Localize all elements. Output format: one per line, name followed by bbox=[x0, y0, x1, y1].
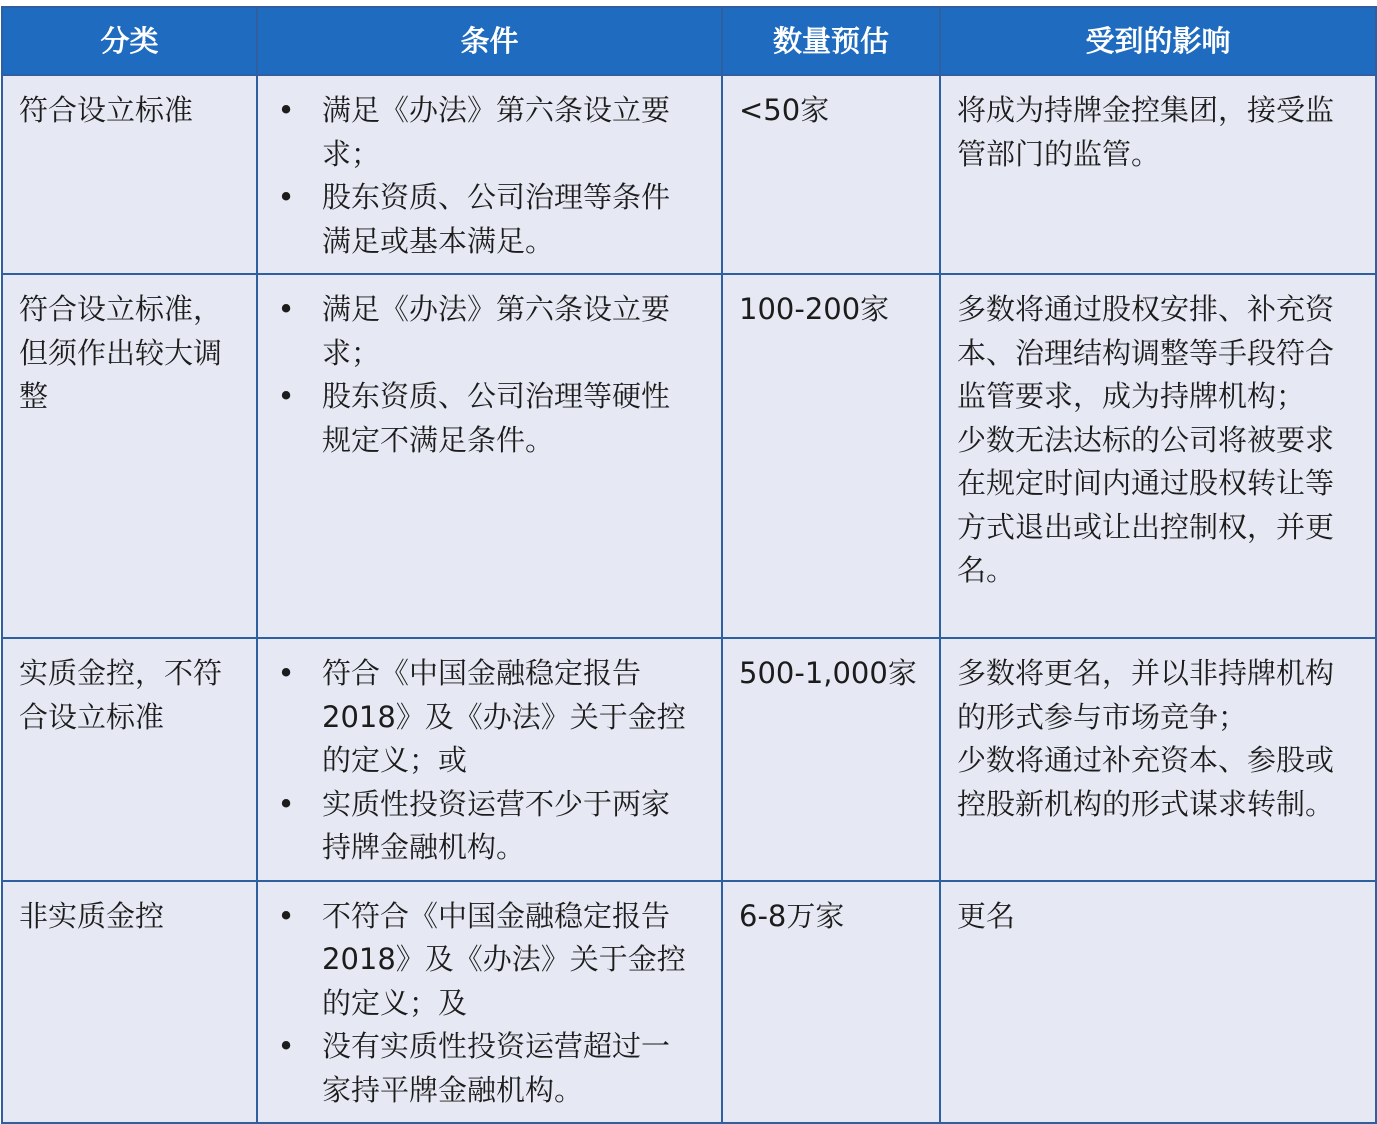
condition-item bbox=[274, 176, 691, 263]
financial-holding-table bbox=[1, 6, 1377, 1124]
bullet-icon: • bbox=[277, 292, 295, 326]
cell-category: 非实质金控 bbox=[2, 881, 257, 1124]
bullet-icon: • bbox=[277, 379, 295, 413]
header-impact: 受到的影响 bbox=[940, 7, 1376, 75]
condition-item bbox=[274, 375, 691, 462]
condition-item bbox=[274, 288, 691, 375]
cell-category: 实质金控，不符合设立标准 bbox=[2, 638, 257, 881]
condition-text: 没有实质性投资运营超过一家持平牌金融机构。 bbox=[322, 1029, 671, 1107]
condition-text: 股东资质、公司治理等硬性规定不满足条件。 bbox=[322, 379, 671, 457]
condition-item bbox=[274, 1025, 691, 1112]
cell-conditions bbox=[257, 881, 722, 1124]
condition-text: 满足《办法》第六条设立要求； bbox=[322, 292, 671, 370]
bullet-icon: • bbox=[277, 786, 295, 821]
bullet-icon: • bbox=[277, 656, 295, 690]
conditions-list bbox=[274, 288, 691, 462]
cell-conditions bbox=[257, 274, 722, 638]
header-conditions: 条件 bbox=[257, 7, 722, 75]
cell-category: 符合设立标准，但须作出较大调整 bbox=[2, 274, 257, 638]
table-header-row bbox=[2, 7, 1376, 75]
condition-item bbox=[274, 895, 691, 1026]
table-row bbox=[2, 638, 1376, 881]
condition-item bbox=[274, 89, 691, 176]
impact-text: 多数将通过股权安排、补充资本、治理结构调整等手段符合监管要求，成为持牌机构； bbox=[957, 292, 1335, 413]
condition-item bbox=[274, 652, 691, 783]
conditions-list bbox=[274, 652, 691, 870]
bullet-icon: • bbox=[277, 180, 295, 214]
cell-estimate: 100-200家 bbox=[722, 274, 940, 638]
header-estimate: 数量预估 bbox=[722, 7, 940, 75]
cell-impact bbox=[940, 274, 1376, 638]
table-row bbox=[2, 75, 1376, 274]
condition-item bbox=[274, 783, 691, 870]
cell-estimate: 500-1,000家 bbox=[722, 638, 940, 881]
conditions-list bbox=[274, 895, 691, 1113]
cell-conditions bbox=[257, 638, 722, 881]
cell-impact bbox=[940, 881, 1376, 1124]
impact-text: 更名 bbox=[957, 898, 1016, 933]
table-row bbox=[2, 881, 1376, 1124]
impact-text: 将成为持牌金控集团，接受监管部门的监管。 bbox=[957, 93, 1335, 171]
condition-text: 符合《中国金融稳定报告2018》及《办法》关于金控的定义；或 bbox=[322, 656, 686, 777]
cell-category: 符合设立标准 bbox=[2, 75, 257, 274]
conditions-list bbox=[274, 89, 691, 263]
condition-text: 实质性投资运营不少于两家持牌金融机构。 bbox=[322, 786, 671, 864]
bullet-icon: • bbox=[277, 898, 295, 933]
bullet-icon: • bbox=[277, 1029, 295, 1063]
bullet-icon: • bbox=[277, 93, 295, 127]
cell-estimate: 6-8万家 bbox=[722, 881, 940, 1124]
cell-impact bbox=[940, 638, 1376, 881]
cell-estimate: <50家 bbox=[722, 75, 940, 274]
cell-conditions bbox=[257, 75, 722, 274]
impact-text: 少数无法达标的公司将被要求在规定时间内通过股权转让等方式退出或让出控制权，并更名。 bbox=[957, 422, 1335, 587]
table-row bbox=[2, 274, 1376, 638]
condition-text: 股东资质、公司治理等条件满足或基本满足。 bbox=[322, 180, 671, 258]
condition-text: 不符合《中国金融稳定报告2018》及《办法》关于金控的定义；及 bbox=[322, 898, 686, 1020]
impact-text: 少数将通过补充资本、参股或控股新机构的形式谋求转制。 bbox=[957, 743, 1335, 821]
condition-text: 满足《办法》第六条设立要求； bbox=[322, 93, 671, 171]
impact-text: 多数将更名，并以非持牌机构的形式参与市场竞争； bbox=[957, 656, 1335, 734]
cell-impact bbox=[940, 75, 1376, 274]
header-category: 分类 bbox=[2, 7, 257, 75]
